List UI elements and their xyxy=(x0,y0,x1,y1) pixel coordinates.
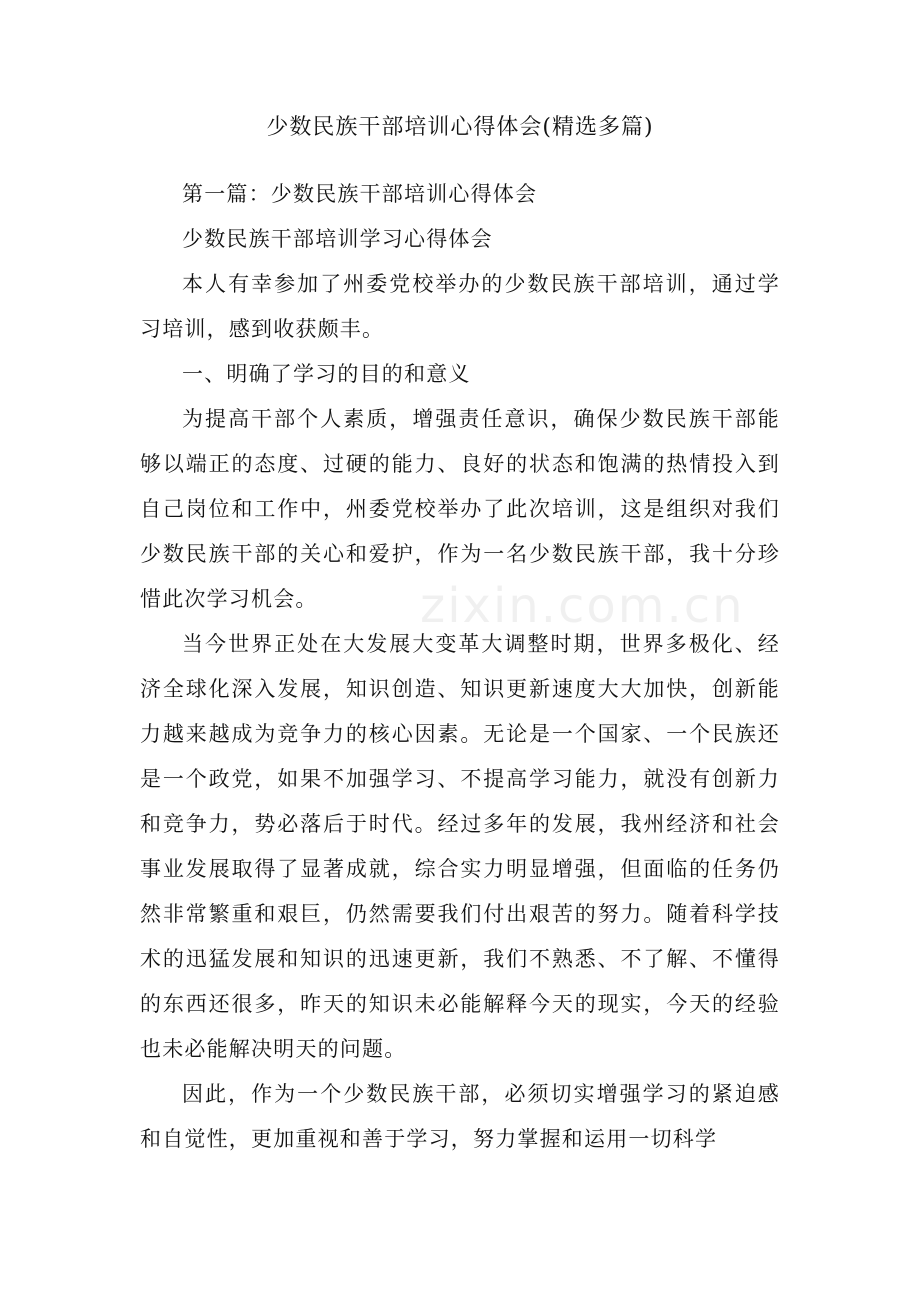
paragraph-world-context: 当今世界正处在大发展大变革大调整时期，世界多极化、经济全球化深入发展，知识创造、知识更新速度大大加快，创新能力越来越成为竞争力的核心因素。无论是一个国家、一个民族还是一个政党，如果不加强学习、不提高学习能力，就没有创新力和竞争力，势必落后于时代。经过多年的发展，我州经济和社会事业发展取得了显著成就，综合实力明显增强，但面临的任务仍然非常繁重和艰巨，仍然需要我们付出艰苦的努力。随着科学技术的迅猛发展和知识的迅速更新，我们不熟悉、不了解、不懂得的东西还很多，昨天的知识未必能解释今天的现实，今天的经验也未必能解决明天的问题。 xyxy=(140,632,780,1061)
watermark: zixin.com.cn xyxy=(420,578,745,634)
paragraph-section-heading: 第一篇：少数民族干部培训心得体会 xyxy=(182,182,538,206)
paragraph-intro: 本人有幸参加了州委党校举办的少数民族干部培训，通过学习培训，感到收获颇丰。 xyxy=(140,272,780,341)
paragraph-therefore: 因此，作为一个少数民族干部，必须切实增强学习的紧迫感和自觉性，更加重视和善于学习，努力掌握和运用一切科学 xyxy=(140,1082,780,1151)
paragraph-subtitle: 少数民族干部培训学习心得体会 xyxy=(182,227,493,251)
document-title: 少数民族干部培训心得体会(精选多篇) xyxy=(266,115,654,140)
paragraph-purpose: 为提高干部个人素质，增强责任意识，确保少数民族干部能够以端正的态度、过硬的能力、良好的状态和饱满的热情投入到自己岗位和工作中，州委党校举办了此次培训，这是组织对我们少数民族干部的关心和爱护，作为一名少数民族干部，我十分珍惜此次学习机会。 xyxy=(140,407,780,611)
document-body xyxy=(140,172,780,1162)
paragraph-point-one-heading: 一、明确了学习的目的和意义 xyxy=(182,362,471,386)
